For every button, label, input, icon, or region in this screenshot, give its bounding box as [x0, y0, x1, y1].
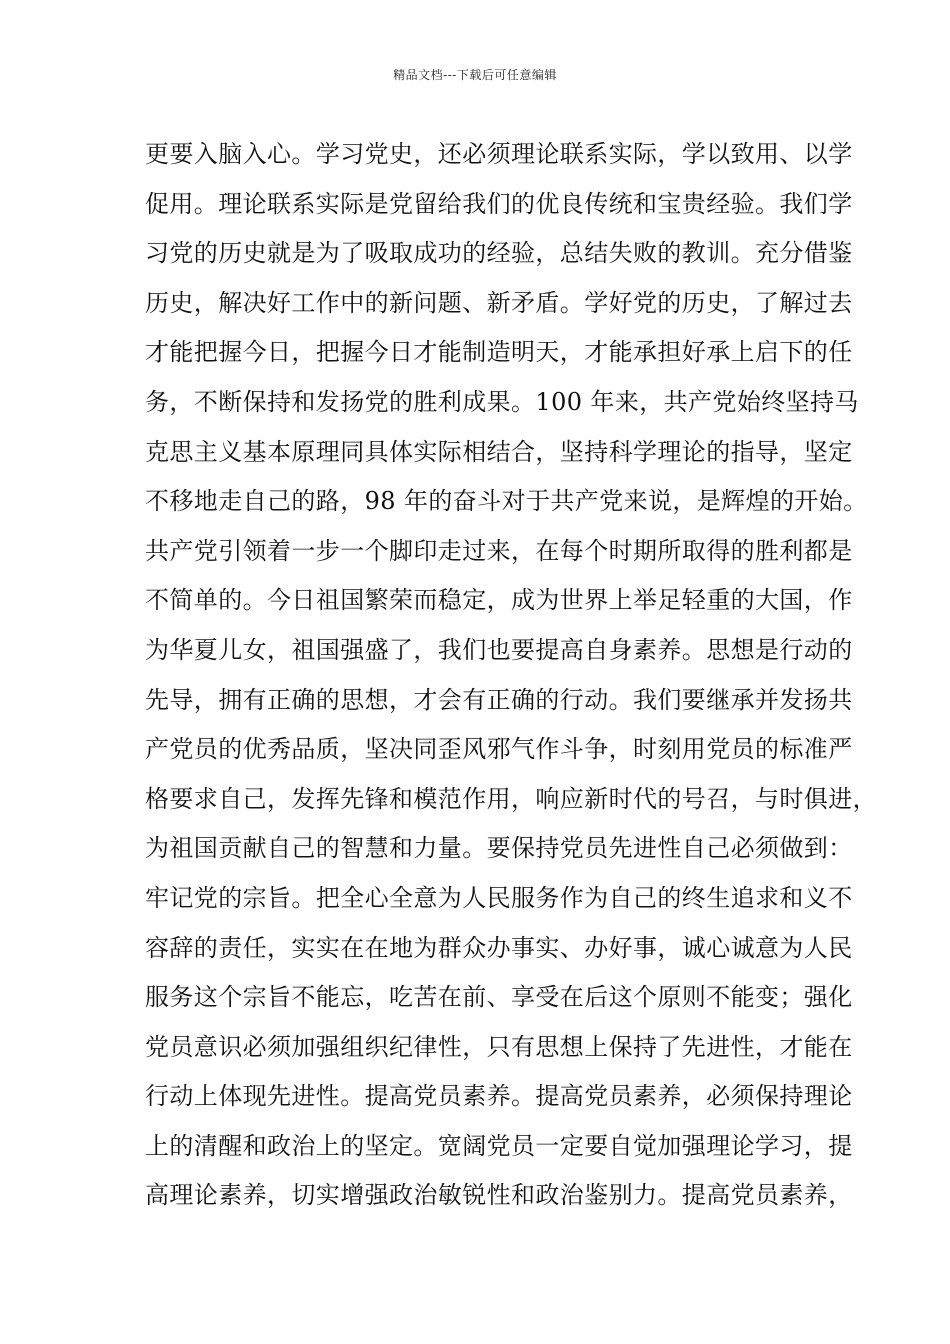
text-line: 历史，解决好工作中的新问题、新矛盾。学好党的历史，了解过去 — [145, 288, 853, 317]
text-line: 产党员的优秀品质，坚决同歪风邪气作斗争，时刻用党员的标准严 — [145, 735, 853, 764]
text-line: 务，不断保持和发扬党的胜利成果。100 年来，共产党始终坚持马 — [145, 387, 859, 416]
text-line: 牢记党的宗旨。把全心全意为人民服务作为自己的终生追求和义不 — [145, 883, 853, 912]
text-line: 共产党引领着一步一个脚印走过来，在每个时期所取得的胜利都是 — [145, 536, 853, 565]
page-header: 精品文档---下载后可任意编辑 — [393, 68, 557, 82]
text-line: 为华夏儿女，祖国强盛了，我们也要提高自身素养。思想是行动的 — [145, 635, 853, 664]
text-line: 上的清醒和政治上的坚定。宽阔党员一定要自觉加强理论学习，提 — [145, 1131, 853, 1160]
text-line: 促用。理论联系实际是党留给我们的优良传统和宝贵经验。我们学 — [145, 189, 853, 218]
text-line: 格要求自己，发挥先锋和模范作用，响应新时代的号召，与时俱进， — [145, 784, 877, 813]
text-line: 为祖国贡献自己的智慧和力量。要保持党员先进性自己必须做到： — [145, 834, 853, 863]
body-text — [145, 130, 877, 1221]
text-line: 容辞的责任，实实在在地为群众办事实、办好事，诚心诚意为人民 — [145, 933, 853, 962]
text-line: 习党的历史就是为了吸取成功的经验，总结失败的教训。充分借鉴 — [145, 239, 853, 268]
text-line: 不移地走自己的路，98 年的奋斗对于共产党来说，是辉煌的开始。 — [145, 487, 868, 516]
text-line: 更要入脑入心。学习党史，还必须理论联系实际，学以致用、以学 — [145, 140, 853, 168]
text-line: 党员意识必须加强组织纪律性，只有思想上保持了先进性，才能在 — [145, 1032, 853, 1061]
text-line: 不简单的。今日祖国繁荣而稳定，成为世界上举足轻重的大国，作 — [145, 586, 853, 615]
text-line: 先导，拥有正确的思想，才会有正确的行动。我们要继承并发扬共 — [145, 685, 853, 714]
text-line: 服务这个宗旨不能忘，吃苦在前、享受在后这个原则不能变；强化 — [145, 983, 853, 1012]
text-line: 克思主义基本原理同具体实际相结合，坚持科学理论的指导，坚定 — [145, 437, 853, 466]
text-line: 才能把握今日，把握今日才能制造明天，才能承担好承上启下的任 — [145, 338, 853, 367]
text-line: 行动上体现先进性。提高党员素养。提高党员素养，必须保持理论 — [145, 1082, 853, 1111]
text-line: 高理论素养，切实增强政治敏锐性和政治鉴别力。提高党员素养， — [145, 1181, 853, 1210]
